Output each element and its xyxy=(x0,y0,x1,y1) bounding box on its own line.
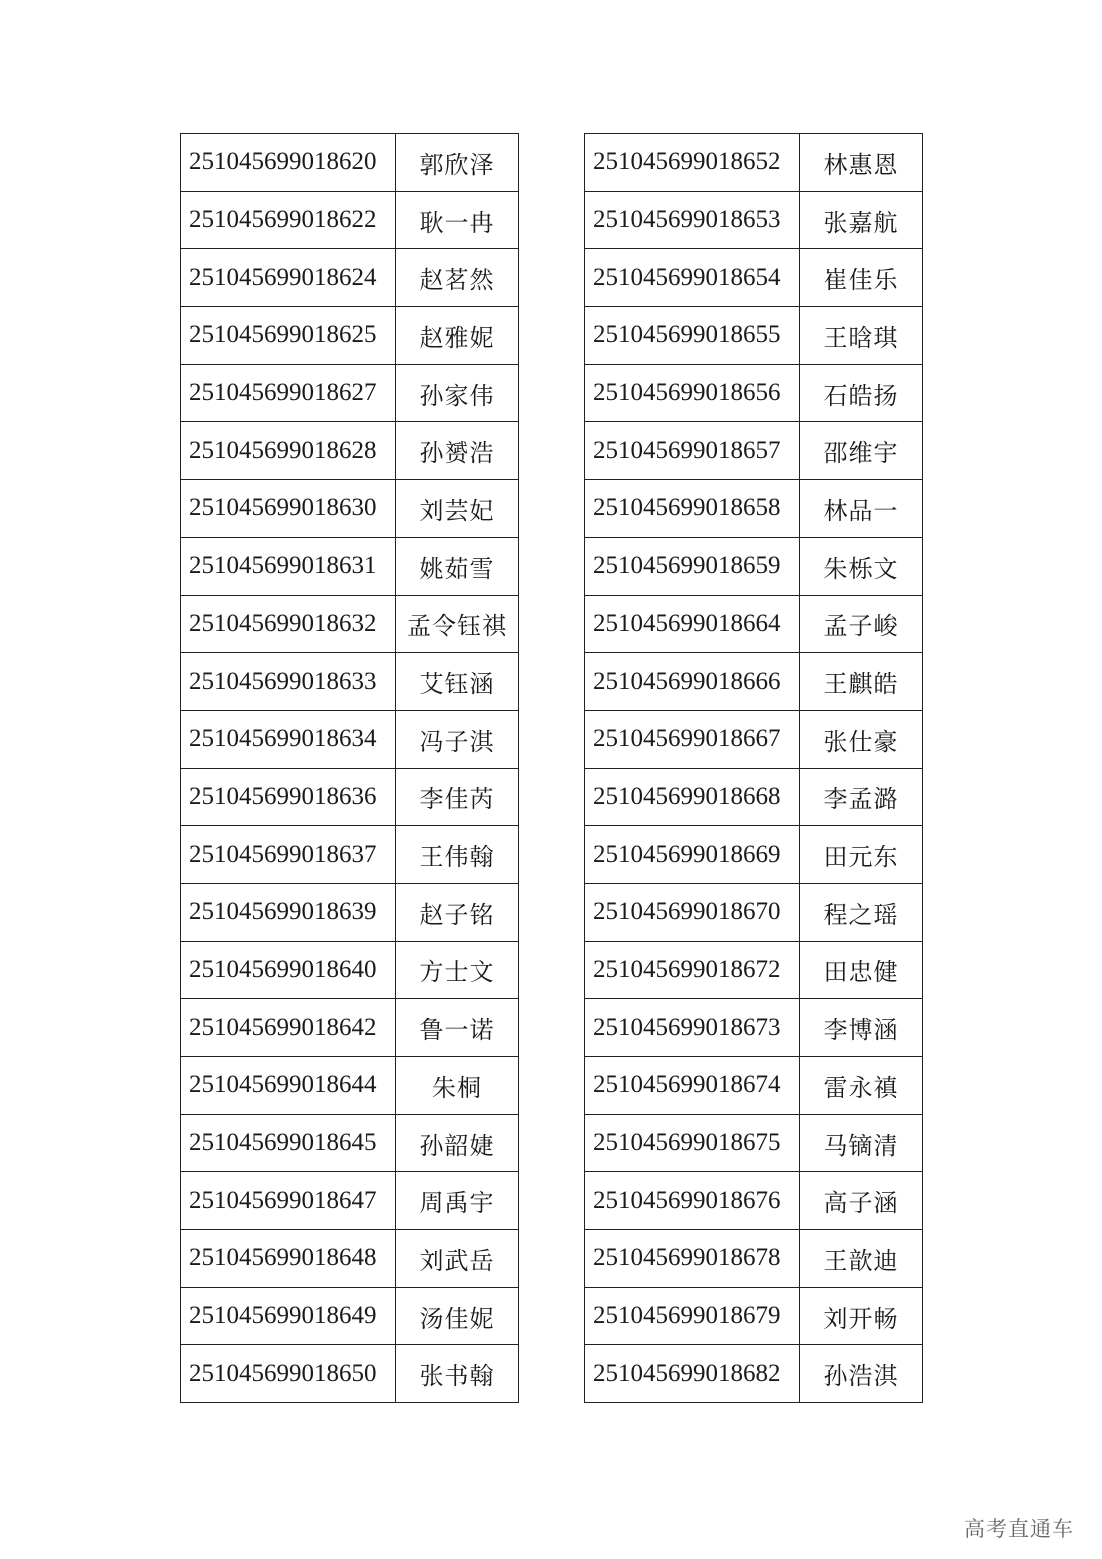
candidate-id-cell: 251045699018636 xyxy=(181,768,396,826)
candidate-name-cell: 汤佳妮 xyxy=(396,1287,519,1345)
table-row xyxy=(585,307,923,365)
candidate-name-cell: 孟子峻 xyxy=(800,595,923,653)
candidate-id-cell: 251045699018676 xyxy=(585,1172,800,1230)
table-row xyxy=(585,364,923,422)
candidate-name-cell: 李佳芮 xyxy=(396,768,519,826)
roster-table-left xyxy=(180,133,519,1403)
candidate-name-cell: 赵子铭 xyxy=(396,883,519,941)
table-row xyxy=(181,422,519,480)
candidate-id-cell: 251045699018657 xyxy=(585,422,800,480)
candidate-name-cell: 刘芸妃 xyxy=(396,480,519,538)
candidate-id-cell: 251045699018675 xyxy=(585,1114,800,1172)
candidate-name-cell: 刘武岳 xyxy=(396,1230,519,1288)
table-row xyxy=(181,537,519,595)
candidate-name-cell: 王晗琪 xyxy=(800,307,923,365)
table-row xyxy=(585,480,923,538)
table-row xyxy=(181,883,519,941)
candidate-id-cell: 251045699018656 xyxy=(585,364,800,422)
candidate-name-cell: 孙赟浩 xyxy=(396,422,519,480)
candidate-id-cell: 251045699018670 xyxy=(585,883,800,941)
candidate-id-cell: 251045699018664 xyxy=(585,595,800,653)
candidate-id-cell: 251045699018682 xyxy=(585,1345,800,1403)
table-row xyxy=(181,826,519,884)
candidate-name-cell: 田忠健 xyxy=(800,941,923,999)
candidate-name-cell: 张书翰 xyxy=(396,1345,519,1403)
candidate-name-cell: 朱栎文 xyxy=(800,537,923,595)
table-row xyxy=(585,768,923,826)
table-row xyxy=(585,1057,923,1115)
candidate-name-cell: 姚茹雪 xyxy=(396,537,519,595)
candidate-name-cell: 邵维宇 xyxy=(800,422,923,480)
table-row xyxy=(181,653,519,711)
candidate-id-cell: 251045699018627 xyxy=(181,364,396,422)
table-row xyxy=(181,1057,519,1115)
table-row xyxy=(585,422,923,480)
candidate-id-cell: 251045699018654 xyxy=(585,249,800,307)
candidate-id-cell: 251045699018632 xyxy=(181,595,396,653)
candidate-id-cell: 251045699018633 xyxy=(181,653,396,711)
table-row xyxy=(181,595,519,653)
candidate-id-cell: 251045699018650 xyxy=(181,1345,396,1403)
table-row xyxy=(181,999,519,1057)
candidate-name-cell: 李孟潞 xyxy=(800,768,923,826)
roster-table-right-body xyxy=(585,134,923,1403)
candidate-name-cell: 孙家伟 xyxy=(396,364,519,422)
candidate-name-cell: 郭欣泽 xyxy=(396,134,519,192)
candidate-name-cell: 李博涵 xyxy=(800,999,923,1057)
table-row xyxy=(585,999,923,1057)
candidate-name-cell: 高子涵 xyxy=(800,1172,923,1230)
table-row xyxy=(181,191,519,249)
candidate-name-cell: 耿一冉 xyxy=(396,191,519,249)
table-row xyxy=(585,595,923,653)
candidate-name-cell: 程之瑶 xyxy=(800,883,923,941)
candidate-id-cell: 251045699018630 xyxy=(181,480,396,538)
candidate-id-cell: 251045699018658 xyxy=(585,480,800,538)
watermark-text: 高考直通车 xyxy=(964,1517,1074,1541)
candidate-id-cell: 251045699018649 xyxy=(181,1287,396,1345)
table-row xyxy=(181,364,519,422)
candidate-id-cell: 251045699018653 xyxy=(585,191,800,249)
table-row xyxy=(181,1114,519,1172)
table-row xyxy=(585,537,923,595)
candidate-id-cell: 251045699018652 xyxy=(585,134,800,192)
candidate-id-cell: 251045699018674 xyxy=(585,1057,800,1115)
candidate-name-cell: 王麒皓 xyxy=(800,653,923,711)
candidate-name-cell: 朱桐 xyxy=(396,1057,519,1115)
candidate-name-cell: 马镝清 xyxy=(800,1114,923,1172)
candidate-name-cell: 刘开畅 xyxy=(800,1287,923,1345)
candidate-id-cell: 251045699018667 xyxy=(585,710,800,768)
candidate-id-cell: 251045699018639 xyxy=(181,883,396,941)
candidate-id-cell: 251045699018668 xyxy=(585,768,800,826)
candidate-name-cell: 王歆迪 xyxy=(800,1230,923,1288)
candidate-name-cell: 雷永禛 xyxy=(800,1057,923,1115)
candidate-id-cell: 251045699018678 xyxy=(585,1230,800,1288)
candidate-id-cell: 251045699018637 xyxy=(181,826,396,884)
table-row xyxy=(181,710,519,768)
candidate-id-cell: 251045699018644 xyxy=(181,1057,396,1115)
table-row xyxy=(585,249,923,307)
roster-table-right xyxy=(584,133,923,1403)
table-row xyxy=(585,653,923,711)
candidate-name-cell: 周禹宇 xyxy=(396,1172,519,1230)
table-row xyxy=(585,710,923,768)
candidate-id-cell: 251045699018672 xyxy=(585,941,800,999)
candidate-id-cell: 251045699018628 xyxy=(181,422,396,480)
table-row xyxy=(585,1172,923,1230)
candidate-name-cell: 鲁一诺 xyxy=(396,999,519,1057)
candidate-name-cell: 赵雅妮 xyxy=(396,307,519,365)
candidate-id-cell: 251045699018669 xyxy=(585,826,800,884)
candidate-name-cell: 林品一 xyxy=(800,480,923,538)
candidate-id-cell: 251045699018648 xyxy=(181,1230,396,1288)
candidate-name-cell: 石皓扬 xyxy=(800,364,923,422)
candidate-name-cell: 张仕豪 xyxy=(800,710,923,768)
candidate-name-cell: 艾钰涵 xyxy=(396,653,519,711)
table-row xyxy=(585,1230,923,1288)
table-row xyxy=(585,191,923,249)
candidate-id-cell: 251045699018622 xyxy=(181,191,396,249)
candidate-id-cell: 251045699018642 xyxy=(181,999,396,1057)
candidate-id-cell: 251045699018679 xyxy=(585,1287,800,1345)
candidate-id-cell: 251045699018673 xyxy=(585,999,800,1057)
candidate-id-cell: 251045699018620 xyxy=(181,134,396,192)
candidate-name-cell: 崔佳乐 xyxy=(800,249,923,307)
table-row xyxy=(181,249,519,307)
candidate-id-cell: 251045699018666 xyxy=(585,653,800,711)
table-row xyxy=(585,883,923,941)
table-row xyxy=(585,1345,923,1403)
candidate-name-cell: 孙韶婕 xyxy=(396,1114,519,1172)
table-row xyxy=(585,134,923,192)
table-row xyxy=(181,134,519,192)
table-row xyxy=(585,1114,923,1172)
candidate-name-cell: 孙浩淇 xyxy=(800,1345,923,1403)
table-row xyxy=(181,941,519,999)
candidate-id-cell: 251045699018655 xyxy=(585,307,800,365)
table-row xyxy=(181,1230,519,1288)
candidate-name-cell: 赵茗然 xyxy=(396,249,519,307)
candidate-name-cell: 方士文 xyxy=(396,941,519,999)
table-row xyxy=(181,1172,519,1230)
candidate-name-cell: 孟令钰祺 xyxy=(396,595,519,653)
table-row xyxy=(181,1345,519,1403)
candidate-name-cell: 林惠恩 xyxy=(800,134,923,192)
candidate-id-cell: 251045699018634 xyxy=(181,710,396,768)
table-row xyxy=(181,768,519,826)
candidate-name-cell: 王伟翰 xyxy=(396,826,519,884)
candidate-id-cell: 251045699018624 xyxy=(181,249,396,307)
table-row xyxy=(585,826,923,884)
table-row xyxy=(585,1287,923,1345)
table-row xyxy=(585,941,923,999)
candidate-name-cell: 田元东 xyxy=(800,826,923,884)
candidate-name-cell: 张嘉航 xyxy=(800,191,923,249)
candidate-id-cell: 251045699018647 xyxy=(181,1172,396,1230)
candidate-id-cell: 251045699018659 xyxy=(585,537,800,595)
candidate-id-cell: 251045699018631 xyxy=(181,537,396,595)
table-row xyxy=(181,307,519,365)
candidate-id-cell: 251045699018625 xyxy=(181,307,396,365)
candidate-id-cell: 251045699018640 xyxy=(181,941,396,999)
roster-table-left-body xyxy=(181,134,519,1403)
candidate-id-cell: 251045699018645 xyxy=(181,1114,396,1172)
candidate-name-cell: 冯子淇 xyxy=(396,710,519,768)
table-row xyxy=(181,1287,519,1345)
table-row xyxy=(181,480,519,538)
